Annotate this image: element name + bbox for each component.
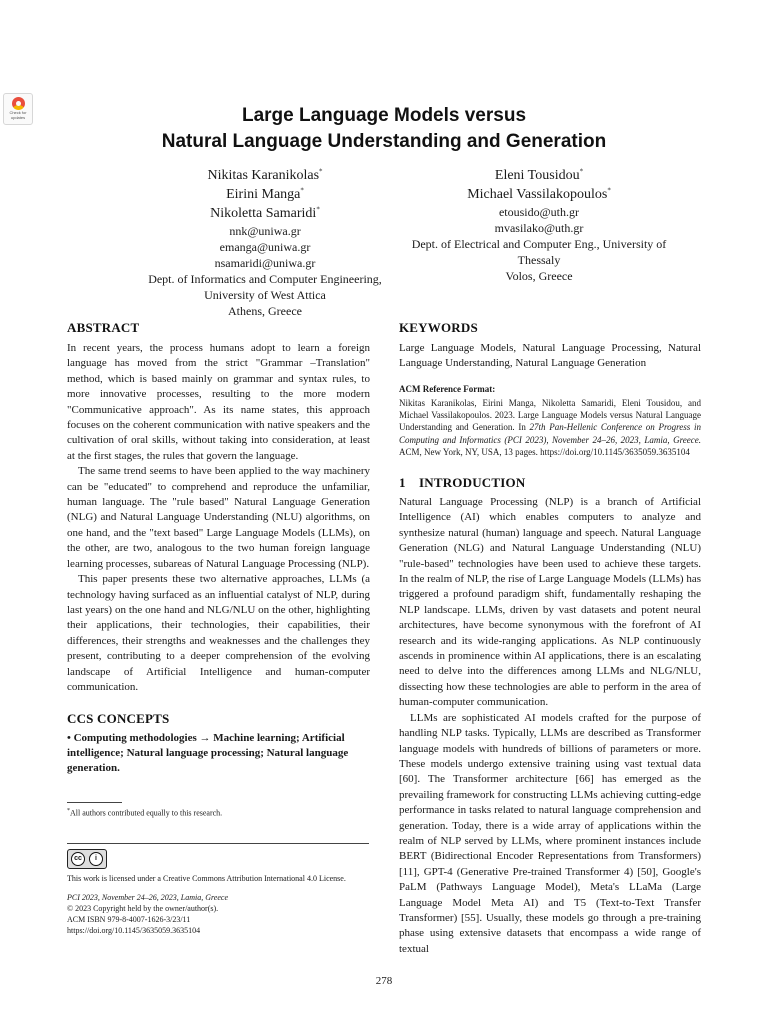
venue-line: PCI 2023, November 24–26, 2023, Lamia, Greece xyxy=(67,893,229,902)
author-name: Eleni Tousidou* xyxy=(494,167,584,183)
attribution-icon: i xyxy=(89,852,103,866)
intro-paragraph: LLMs are sophisticated AI models crafted for the purpose of handling NLP tasks. Typically, LLMs are described as Transformer language models with hundreds of billions of parameters or more. These models undergo extensive training using vast textual data [60]. The Transformer architecture [66] has emerged as the prevailing framework for constructing LLMs achieving cutting-edge performance in tasks related to natural language comprehension and generation. Today, there is a wide array of applications within the realm of NLP served by LLMs, where prominent instances include BERT (Bidirectional Encoder Representations from Transformers) [11], GPT-4 (Generative Pre-trained Transformer 4) [50], Google's PaLM (Pathways Language Model), Meta's LLaMa (Large Language Model Meta AI) and T5 (Text-to-Text Transfer Transformer) [55]. Usually, these models go through a pre-training phase using extensive datasets that encompass a wide range of textual xyxy=(399,711,701,955)
abstract-paragraph: This paper presents these two alternative approaches, LLMs (a technology having surfaced as an influential catalyst of NLP, during last years) on the one hand and NLG/NLU on the other, highlighting their applications, their technologies, their capabilities, their differences, their strengths and weaknesses and the challenges they present, contributing to a deeper comprehension of the evolving landscape of Artificial Intelligence and human-computer communication. xyxy=(67,573,370,693)
author-email[interactable]: etousido@uth.gr xyxy=(498,205,580,219)
author-block-left xyxy=(90,166,440,319)
ccs-concepts: • Computing methodologies → Machine learning; Artificial intelligence; Natural language processing; Natural language generation. xyxy=(67,732,349,775)
author-name: Michael Vassilakopoulos* xyxy=(467,186,611,202)
affiliation-line: Volos, Greece xyxy=(505,269,573,283)
cc-icon: cc xyxy=(71,852,85,866)
page-number: 278 xyxy=(375,975,393,987)
title-line-2: Natural Language Understanding and Generation xyxy=(161,131,607,152)
keywords-heading: KEYWORDS xyxy=(399,320,478,335)
keywords-text: Large Language Models, Natural Language Processing, Natural Language Understanding, Natural Language Generation xyxy=(399,342,701,369)
title-line-1: Large Language Models versus xyxy=(241,105,527,126)
intro-paragraph: Natural Language Processing (NLP) is a branch of Artificial Intelligence (AI) which enables computers to analyze and synthesize natural (human) language and speech. Natural Language Generation (NLG) and Natural Language Understanding (NLU) "rule-based" technologies have been used to achieve these targets. In the realm of NLP, the rise of Large Language Models (LLMs) has triggered a profound paradigm shift, fundamentally reshaping the NLP landscape. LLMs, driven by vast datasets and potent neural architectures, have become synonymous with the forefront of AI research and its wide-ranging applications. As NLP continuously ascends in prominence within AI applications, there is an escalating need to delve into the differences among LLMs and NLG/NLU, dissecting how these technologies are able to perform in the area of human-computer communication. xyxy=(399,496,701,709)
left-column xyxy=(67,319,370,936)
badge-line1: Check for xyxy=(9,110,27,115)
isbn-line: ACM ISBN 979-8-4007-1626-3/23/11 xyxy=(67,915,191,924)
creative-commons-icon[interactable] xyxy=(67,849,107,869)
paper-title xyxy=(0,103,768,155)
badge-line2: updates xyxy=(10,114,26,120)
abstract-heading: ABSTRACT xyxy=(67,320,140,335)
affiliation-line: Athens, Greece xyxy=(228,304,302,318)
footnote: *All authors contributed equally to this research. xyxy=(67,808,223,818)
doi-link[interactable]: https://doi.org/10.1145/3635059.3635104 xyxy=(67,926,201,935)
abstract-paragraph: The same trend seems to have been applied to the way machinery can be "educated" to comprehend and reproduce the unfamiliar, human language. The "rule based" Natural Language Generation (NLG) and Natural Language Understanding (NLU) algorithms, on one hand, and the "text based" Large Language Models (LLMs), on the other, are two, analogous to the two human foreign language learning processes, subareas of Natural Language Processing (NLP). xyxy=(67,465,370,570)
affiliation-line: Dept. of Informatics and Computer Engineering, xyxy=(148,272,382,286)
footnote-divider xyxy=(67,802,122,803)
affiliation-line: Dept. of Electrical and Computer Eng., University of xyxy=(411,237,667,251)
acm-reference-heading: ACM Reference Format: xyxy=(399,384,496,394)
author-email[interactable]: mvasilako@uth.gr xyxy=(494,221,584,235)
author-email[interactable]: nsamaridi@uniwa.gr xyxy=(214,256,316,270)
author-name: Eirini Manga* xyxy=(226,186,304,202)
acm-reference-text: Nikitas Karanikolas, Eirini Manga, Nikoletta Samaridi, Eleni Tousidou, and Michael Vassilakopoulos. 2023. Large Language Models versus Natural Language Understanding and Generation. In 27th Pan-Hellenic Conference on Progress in Computing and Informatics (PCI 2023), November 24–26, 2023, Lamia, Greece. ACM, New York, NY, USA, 13 pages. https://doi.org/10.1145/3635059.3635104 xyxy=(399,398,702,457)
author-email[interactable]: emanga@uniwa.gr xyxy=(219,240,311,254)
license-text: This work is licensed under a Creative Commons Attribution International 4.0 License. xyxy=(67,874,346,883)
affiliation-line: Thessaly xyxy=(517,253,561,267)
author-block-right xyxy=(399,166,679,284)
abstract-paragraph: In recent years, the process humans adopt to learn a foreign language has moved from the strict "Grammar –Translation" method, which is based mainly on grammar and syntax rules, to more innovative processes, resulting to the more modern "Communicative approach". As its name states, this approach focuses on the coherent communication with native speakers and the cultivation of oral skills, without taking into consideration, at least at the first stages, the rules that govern the language. xyxy=(67,342,370,462)
affiliation-line: University of West Attica xyxy=(204,288,326,302)
introduction-heading: 1 INTRODUCTION xyxy=(399,475,526,491)
author-name: Nikitas Karanikolas* xyxy=(207,167,323,183)
ccs-heading: CCS CONCEPTS xyxy=(67,711,170,727)
author-email[interactable]: nnk@uniwa.gr xyxy=(229,224,301,238)
author-name: Nikoletta Samaridi* xyxy=(210,205,320,221)
right-column xyxy=(399,319,701,957)
copyright-line: © 2023 Copyright held by the owner/author(s). xyxy=(67,904,219,913)
